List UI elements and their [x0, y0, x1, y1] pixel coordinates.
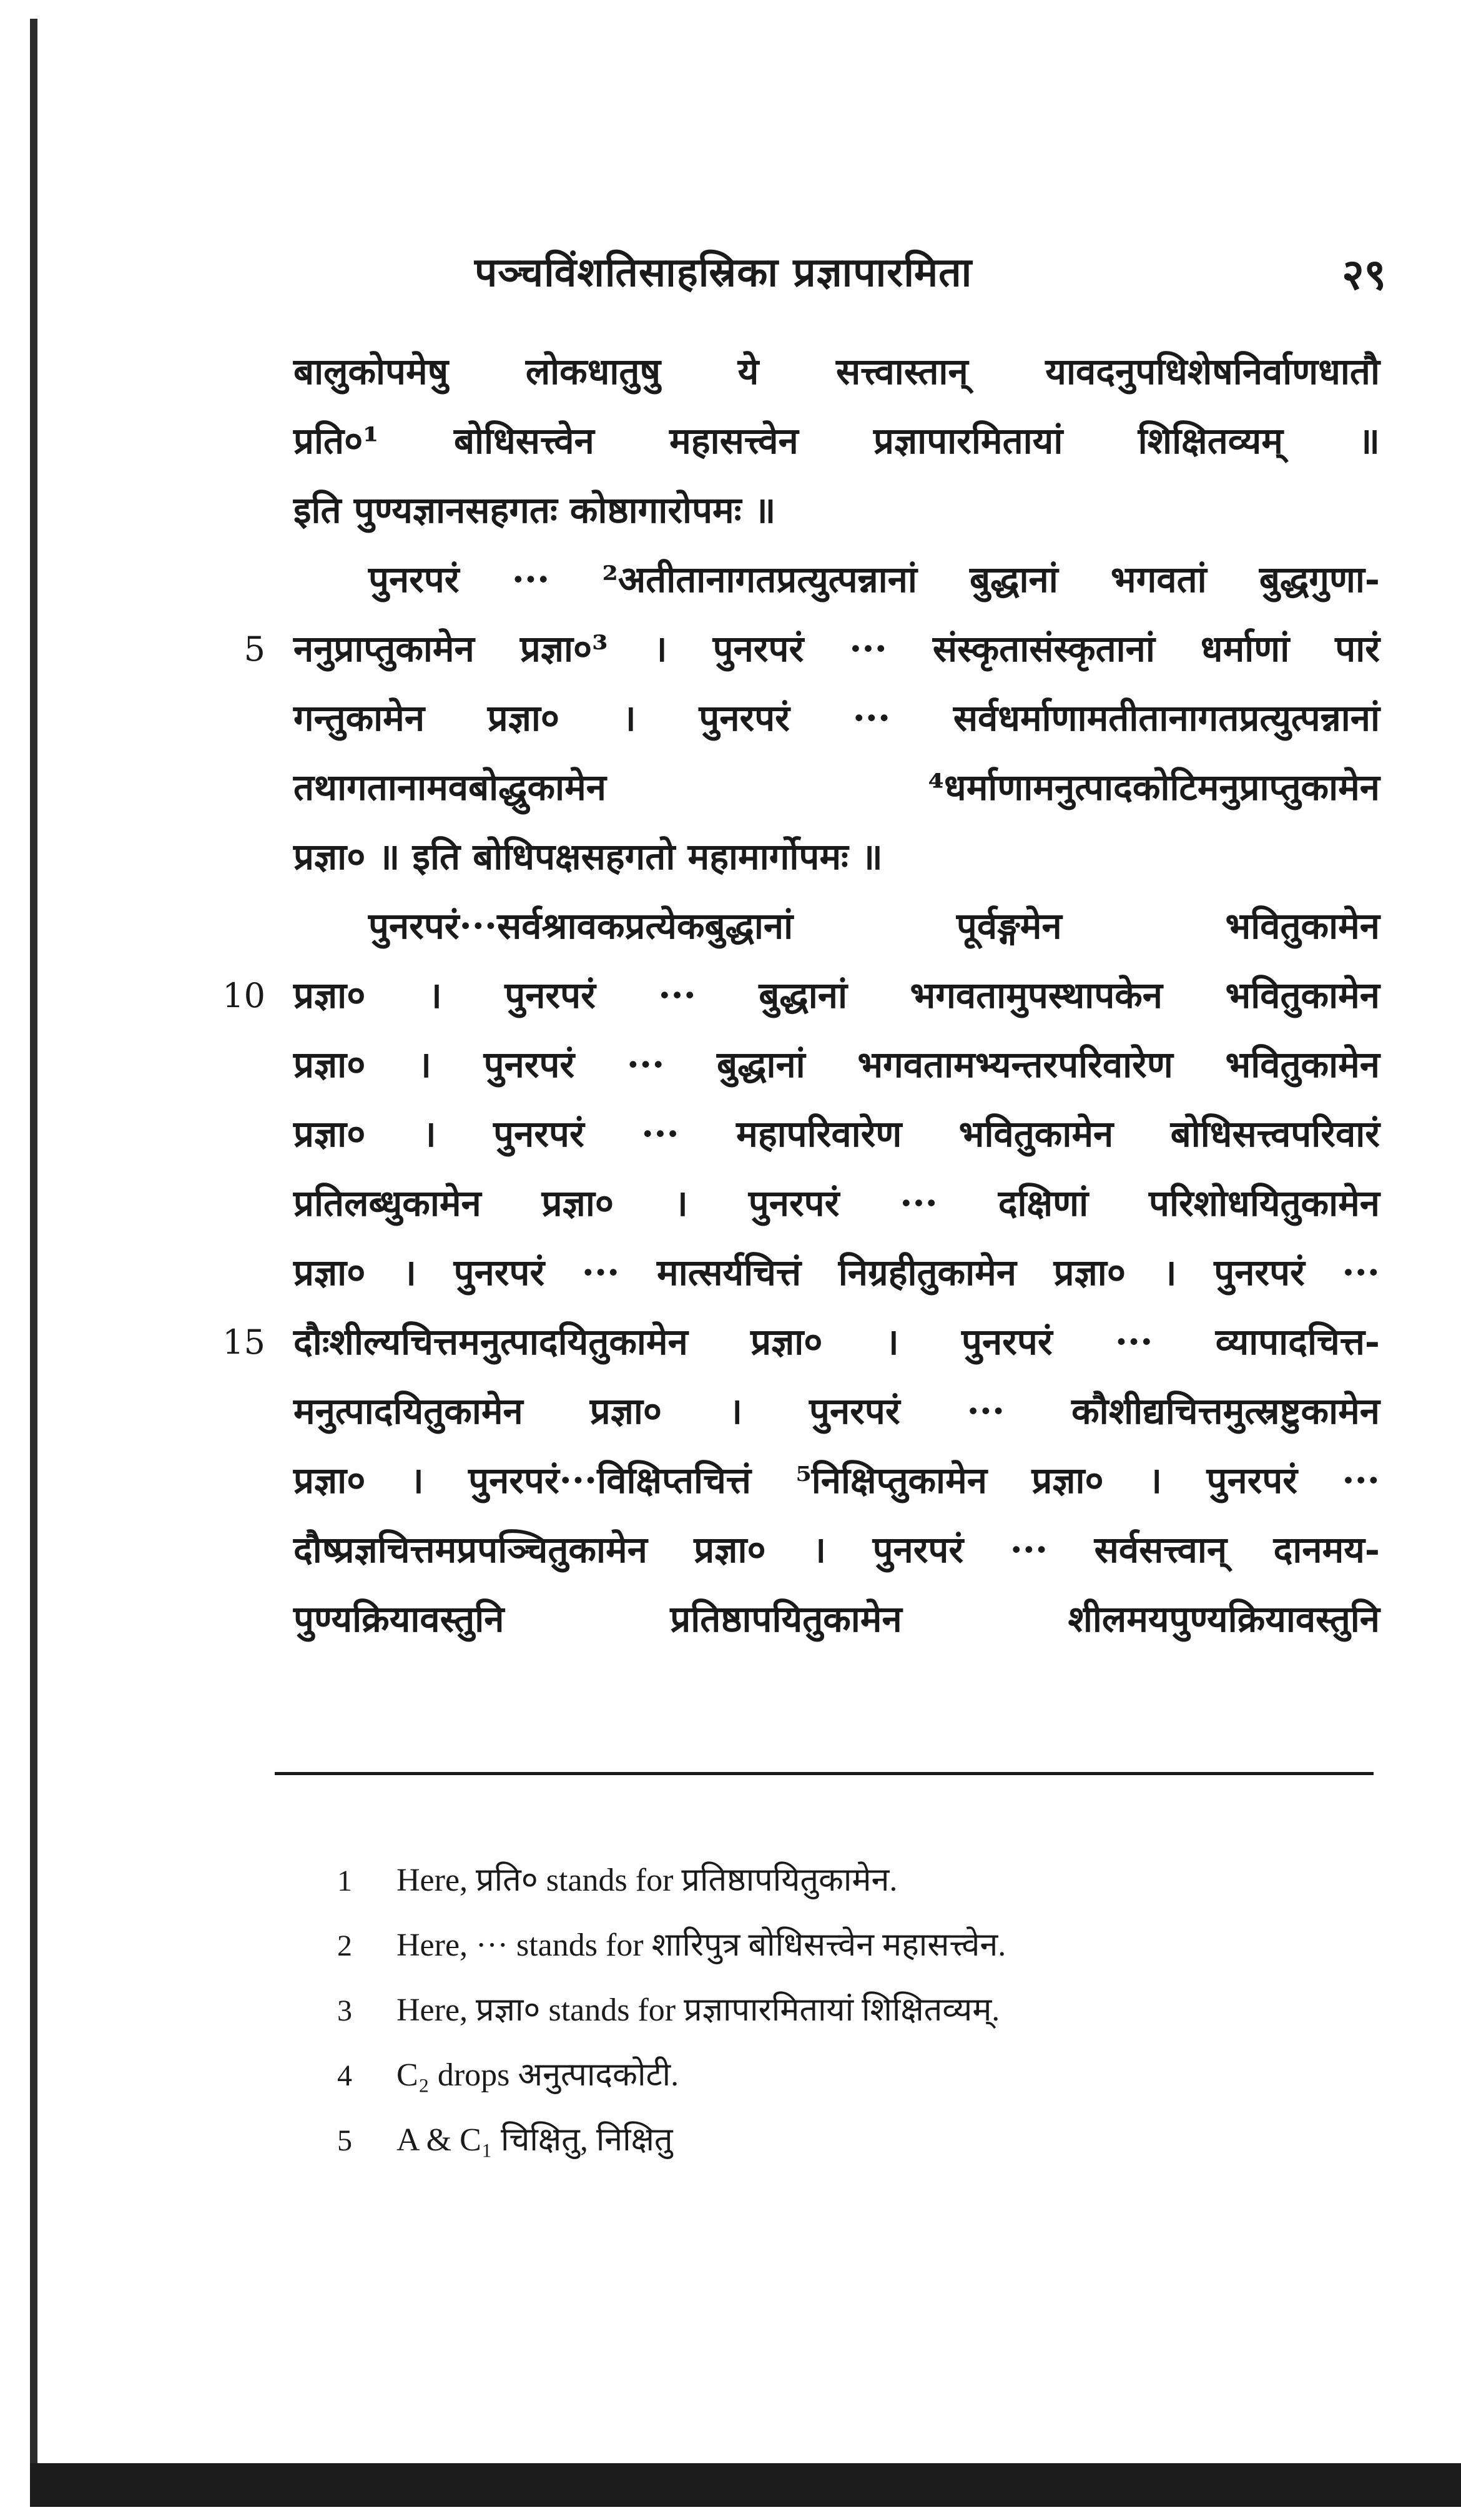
running-head — [287, 244, 1386, 312]
text-line — [293, 1169, 1380, 1238]
text-line — [293, 337, 1380, 406]
footnote-number: 3 — [337, 1994, 352, 2027]
footnote-divider — [275, 1772, 1374, 1775]
line-text: इति पुण्यज्ञानसहगतः कोष्ठागारोपमः ॥ — [293, 489, 776, 531]
text-line — [293, 822, 1380, 892]
text-line — [293, 1515, 1380, 1585]
line-text: प्रज्ञा० । पुनरपरं ··· मात्सर्यचित्तं निग्रहीतुकामेन प्रज्ञा० । पुनरपरं ··· — [293, 1251, 1380, 1294]
text-line — [222, 961, 1380, 1030]
line-text: प्रज्ञा० । पुनरपरं···विक्षिप्तचित्तं ⁵निक्षिप्तुकामेन प्रज्ञा० । पुनरपरं ··· — [293, 1459, 1380, 1502]
footnote-number: 1 — [337, 1864, 352, 1897]
text-line — [293, 1377, 1380, 1446]
page-left-edge-rule — [30, 19, 37, 2466]
text-line — [293, 1030, 1380, 1100]
line-text: प्रज्ञा० । पुनरपरं ··· महापरिवारेण भवितुकामेन बोधिसत्त्वपरिवारं — [293, 1113, 1380, 1155]
text-line — [293, 476, 1380, 545]
line-text: पुनरपरं···सर्वश्रावकप्रत्येकबुद्धानां पूर्वङ्गमेन भवितुकामेन — [368, 905, 1380, 947]
main-text-block — [222, 337, 1380, 1654]
line-text: दौःशील्यचित्तमनुत्पादयितुकामेन प्रज्ञा० । पुनरपरं ··· व्यापादचित्त- — [293, 1321, 1380, 1363]
text-line — [244, 614, 1380, 684]
text-line — [293, 406, 1380, 476]
footnote-number: 5 — [337, 2124, 352, 2157]
footnote-number: 4 — [337, 2059, 352, 2092]
footnotes — [337, 1848, 1336, 2173]
line-text: पुण्यक्रियावस्तुनि प्रतिष्ठापयितुकामेन शीलमयपुण्यक्रियावस्तुनि — [293, 1598, 1380, 1640]
text-line — [293, 753, 1380, 822]
line-text: प्रज्ञा० । पुनरपरं ··· बुद्धानां भगवतामुपस्थापकेन भवितुकामेन — [293, 974, 1380, 1016]
footnote-text: A & C₁ चिक्षितु, निक्षितु — [396, 2122, 673, 2158]
text-line — [293, 1100, 1380, 1169]
text-line — [222, 1307, 1380, 1377]
page-title: पञ्चविंशतिसाहस्रिका प्रज्ञापारमिता — [475, 249, 973, 296]
text-line — [293, 1446, 1380, 1515]
footnote — [337, 2043, 1336, 2108]
line-text: ननुप्राप्तुकामेन प्रज्ञा०³ । पुनरपरं ··· संस्कृतासंस्कृतानां धर्माणां पारं — [293, 628, 1380, 670]
scan-bottom-edge — [30, 2463, 1461, 2507]
footnote-text: Here, ··· stands for शारिपुत्र बोधिसत्त्वेन महासत्त्वेन. — [396, 1927, 1006, 1963]
line-text: बालुकोपमेषु लोकधातुषु ये सत्त्वास्तान् यावदनुपधिशेषनिर्वाणधातौ — [293, 350, 1380, 393]
line-text: प्रज्ञा० । पुनरपरं ··· बुद्धानां भगवतामभ्यन्तरपरिवारेण भवितुकामेन — [293, 1043, 1380, 1086]
line-text: मनुत्पादयितुकामेन प्रज्ञा० । पुनरपरं ··· कौशीद्यचित्तमुत्स्रष्टुकामेन — [293, 1390, 1380, 1432]
text-line — [293, 892, 1380, 961]
line-number: 5 — [244, 629, 265, 669]
line-number: 10 — [222, 976, 265, 1015]
footnote-text: Here, प्रति० stands for प्रतिष्ठापयितुकामेन. — [396, 1863, 898, 1898]
text-line — [293, 545, 1380, 614]
footnote-text: Here, प्रज्ञा० stands for प्रज्ञापारमितायां शिक्षितव्यम्. — [396, 1992, 1000, 2028]
line-text: गन्तुकामेन प्रज्ञा० । पुनरपरं ··· सर्वधर्माणामतीतानागतप्रत्युत्पन्नानां — [293, 697, 1380, 739]
page-number: २९ — [1342, 250, 1386, 300]
footnote-number: 2 — [337, 1929, 352, 1962]
text-line — [293, 684, 1380, 753]
footnote — [337, 2108, 1336, 2173]
text-line — [293, 1585, 1380, 1654]
footnote — [337, 1978, 1336, 2043]
footnote — [337, 1913, 1336, 1978]
line-text: प्रतिलब्धुकामेन प्रज्ञा० । पुनरपरं ··· दक्षिणां परिशोधयितुकामेन — [293, 1182, 1380, 1224]
line-text: दौष्प्रज्ञचित्तमप्रपञ्चितुकामेन प्रज्ञा० । पुनरपरं ··· सर्वसत्त्वान् दानमय- — [293, 1528, 1380, 1571]
footnote — [337, 1848, 1336, 1913]
line-number: 15 — [222, 1322, 265, 1362]
line-text: पुनरपरं ··· ²अतीतानागतप्रत्युत्पन्नानां बुद्धानां भगवतां बुद्धगुणा- — [368, 558, 1380, 601]
line-text: तथागतानामवबोद्धुकामेन ⁴धर्माणामनुत्पादकोटिमनुप्राप्तुकामेन — [293, 766, 1380, 809]
text-line — [293, 1238, 1380, 1307]
footnote-text: C₂ drops अनुत्पादकोटी. — [396, 2057, 679, 2093]
line-text: प्रति०¹ बोधिसत्त्वेन महासत्त्वेन प्रज्ञापारमितायां शिक्षितव्यम् ॥ — [293, 420, 1380, 462]
line-text: प्रज्ञा० ॥ इति बोधिपक्षसहगतो महामार्गोपमः ॥ — [293, 835, 883, 878]
